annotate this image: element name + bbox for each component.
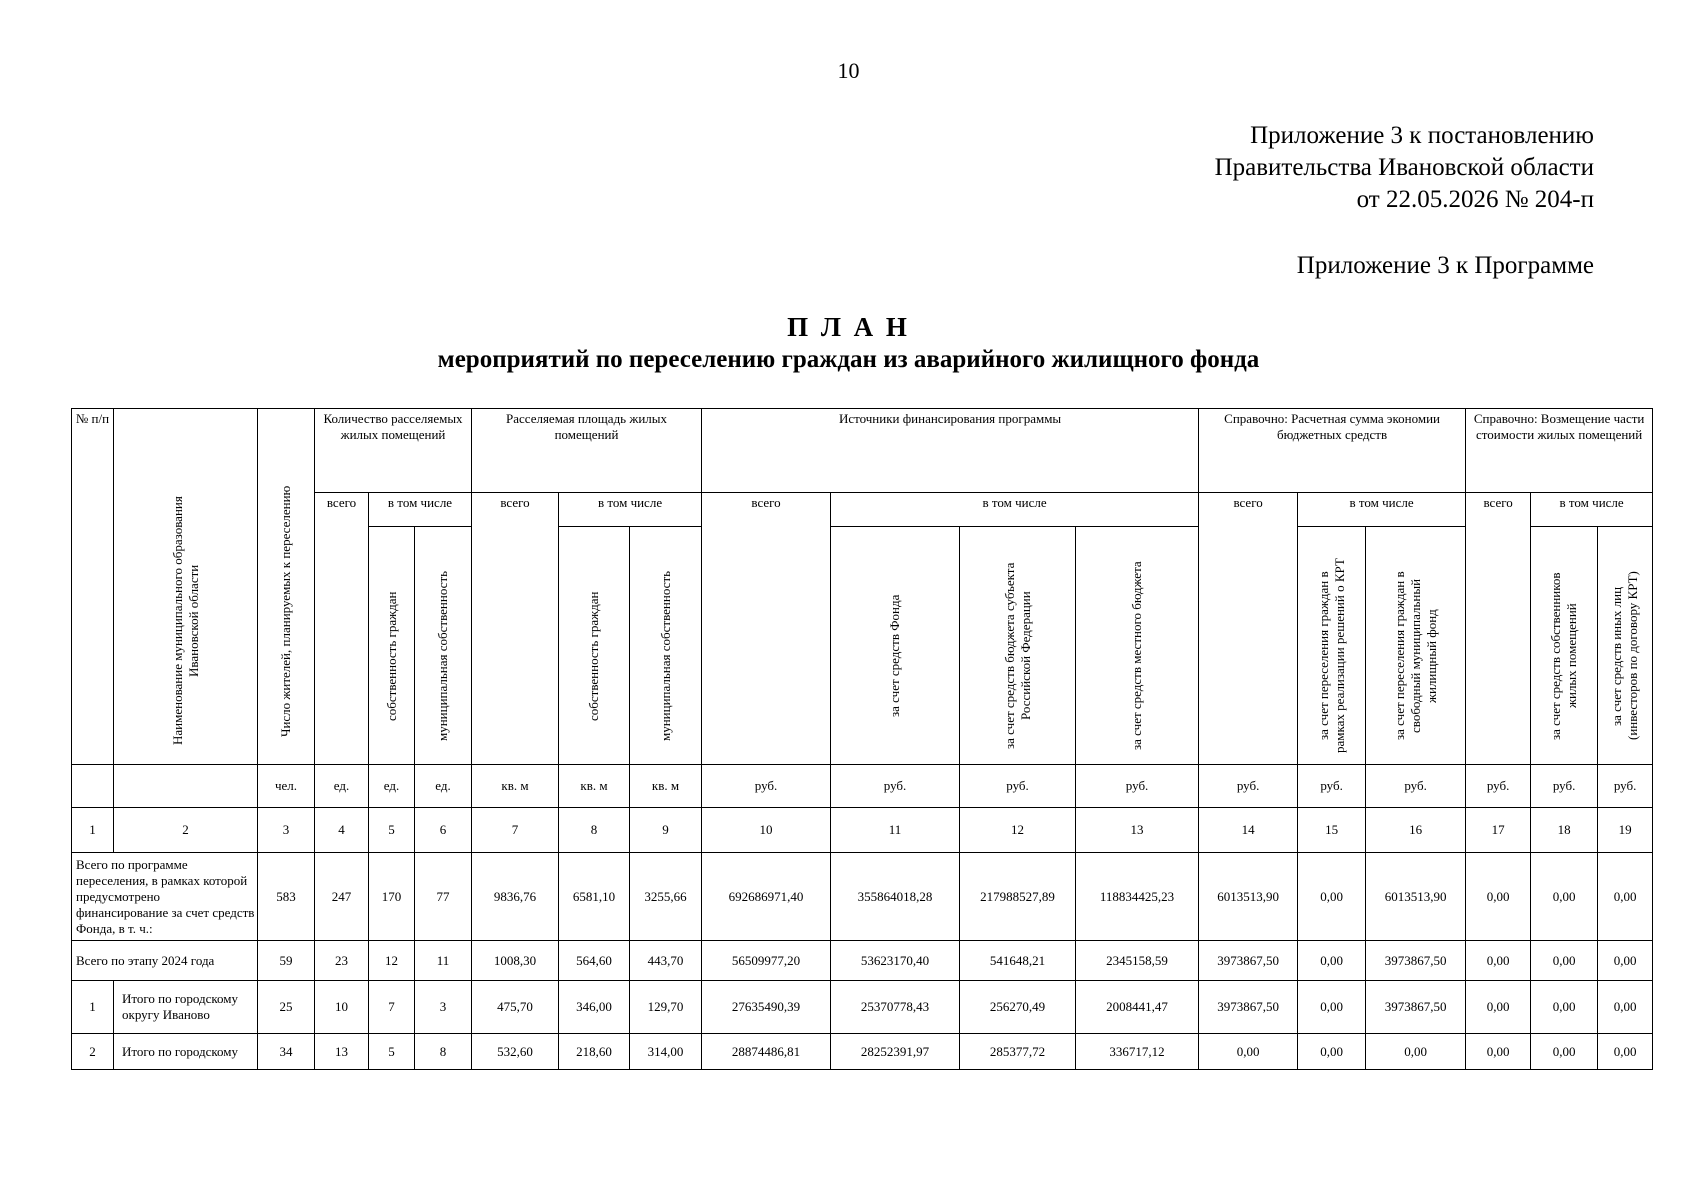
- column-number: 6: [415, 808, 472, 853]
- table-cell: 443,70: [630, 941, 702, 981]
- appendix-program-line: Приложение 3 к Программе: [1296, 252, 1594, 279]
- header-area-including: в том числе: [559, 493, 702, 527]
- column-number: 1: [72, 808, 114, 853]
- table-cell: 2345158,59: [1076, 941, 1199, 981]
- table-cell: 3973867,50: [1366, 981, 1466, 1034]
- header-free-fund: за счет переселения граждан в свободный муниципальный жилищный фонд: [1366, 527, 1466, 765]
- table-cell: 25370778,43: [831, 981, 960, 1034]
- table-cell: 3973867,50: [1199, 981, 1298, 1034]
- unit-cell: руб.: [1466, 765, 1531, 808]
- unit-cell: руб.: [1598, 765, 1653, 808]
- header-municipality: [114, 409, 258, 765]
- table-cell: 77: [415, 853, 472, 941]
- table-cell: 53623170,40: [831, 941, 960, 981]
- table-cell: 0,00: [1598, 981, 1653, 1034]
- header-area-citizens: собственность граждан: [559, 527, 630, 765]
- header-financing-including: в том числе: [831, 493, 1199, 527]
- column-number: 4: [315, 808, 369, 853]
- table-cell: 0,00: [1199, 1034, 1298, 1070]
- table-cell: 6013513,90: [1199, 853, 1298, 941]
- table-cell: 5: [369, 1034, 415, 1070]
- table-cell: 0,00: [1531, 941, 1598, 981]
- unit-cell: ед.: [415, 765, 472, 808]
- column-number: 3: [258, 808, 315, 853]
- table-cell: 0,00: [1598, 853, 1653, 941]
- column-number: 7: [472, 808, 559, 853]
- table-cell: 541648,21: [960, 941, 1076, 981]
- table-cell: 564,60: [559, 941, 630, 981]
- header-rooms-including: в том числе: [369, 493, 472, 527]
- table-cell: 3: [415, 981, 472, 1034]
- table-cell: 10: [315, 981, 369, 1034]
- table-cell: 0,00: [1598, 1034, 1653, 1070]
- table-cell: 0,00: [1366, 1034, 1466, 1070]
- table-cell: 1008,30: [472, 941, 559, 981]
- column-number: 12: [960, 808, 1076, 853]
- unit-cell: руб.: [831, 765, 960, 808]
- unit-cell: ед.: [369, 765, 415, 808]
- table-cell: 59: [258, 941, 315, 981]
- header-economy-including: в том числе: [1298, 493, 1466, 527]
- row-number: 1: [72, 981, 114, 1034]
- header-rooms-citizens: собственность граждан: [369, 527, 415, 765]
- column-number: 9: [630, 808, 702, 853]
- table-cell: 6581,10: [559, 853, 630, 941]
- header-krt: за счет переселения граждан в рамках реализации решений о КРТ: [1298, 527, 1366, 765]
- header-compensation-including: в том числе: [1531, 493, 1653, 527]
- table-cell: 25: [258, 981, 315, 1034]
- unit-cell: кв. м: [630, 765, 702, 808]
- header-num: № п/п: [72, 409, 114, 765]
- header-economy: Справочно: Расчетная сумма экономии бюджетных средств: [1199, 409, 1466, 493]
- table-cell: 28252391,97: [831, 1034, 960, 1070]
- header-financing-total: всего: [702, 493, 831, 765]
- row-label: Всего по программе переселения, в рамках которой предусмотрено финансирование за счет средств Фонда, в т. ч.:: [72, 853, 258, 941]
- appendix-block: [1215, 120, 1594, 216]
- table-cell: 27635490,39: [702, 981, 831, 1034]
- unit-cell: руб.: [1076, 765, 1199, 808]
- table-cell: 314,00: [630, 1034, 702, 1070]
- table-row-program-total: [72, 853, 1653, 941]
- table-cell: 218,60: [559, 1034, 630, 1070]
- table-row-municipality-2: [72, 1034, 1653, 1070]
- table-cell: 129,70: [630, 981, 702, 1034]
- table-cell: 6013513,90: [1366, 853, 1466, 941]
- table-cell: 346,00: [559, 981, 630, 1034]
- header-area-municipal: муниципальная собственность: [630, 527, 702, 765]
- table-cell: 336717,12: [1076, 1034, 1199, 1070]
- table-cell: 0,00: [1466, 981, 1531, 1034]
- table-cell: 0,00: [1298, 1034, 1366, 1070]
- table-cell: 247: [315, 853, 369, 941]
- table-cell: 0,00: [1466, 1034, 1531, 1070]
- row-label: Итого по городскому округу Иваново: [114, 981, 258, 1034]
- table-cell: 9836,76: [472, 853, 559, 941]
- table-cell: 13: [315, 1034, 369, 1070]
- units-row: [72, 765, 1653, 808]
- table-cell: 0,00: [1466, 941, 1531, 981]
- row-label: Всего по этапу 2024 года: [72, 941, 258, 981]
- header-local-budget: за счет средств местного бюджета: [1076, 527, 1199, 765]
- table-cell: 692686971,40: [702, 853, 831, 941]
- header-compensation: Справочно: Возмещение части стоимости жилых помещений: [1466, 409, 1653, 493]
- appendix-line-1: Приложение 3 к постановлению: [1250, 122, 1594, 149]
- appendix-line-2: Правительства Ивановской области: [1214, 154, 1594, 181]
- column-number: 14: [1199, 808, 1298, 853]
- table-row-stage-2024: [72, 941, 1653, 981]
- table-cell: 217988527,89: [960, 853, 1076, 941]
- header-rooms-municipal: муниципальная собственность: [415, 527, 472, 765]
- header-municipality-text: Наименование муниципального образования Ивановской области: [169, 496, 201, 746]
- table-cell: 0,00: [1598, 941, 1653, 981]
- table-cell: 56509977,20: [702, 941, 831, 981]
- table-cell: 256270,49: [960, 981, 1076, 1034]
- column-number: 19: [1598, 808, 1653, 853]
- appendix-line-3: от 22.05.2026 № 204-п: [1356, 186, 1594, 213]
- header-rooms-total: всего: [315, 493, 369, 765]
- table-cell: 0,00: [1298, 853, 1366, 941]
- header-owners: за счет средств собственников жилых помещений: [1531, 527, 1598, 765]
- column-number: 2: [114, 808, 258, 853]
- column-number: 18: [1531, 808, 1598, 853]
- resettlement-plan-table: [71, 408, 1653, 1070]
- table-cell: 3973867,50: [1199, 941, 1298, 981]
- document-title: П Л А Н: [787, 312, 910, 342]
- table-cell: 7: [369, 981, 415, 1034]
- table-cell: 118834425,23: [1076, 853, 1199, 941]
- table-cell: 0,00: [1531, 853, 1598, 941]
- unit-cell: чел.: [258, 765, 315, 808]
- column-number: 13: [1076, 808, 1199, 853]
- table-cell: 3973867,50: [1366, 941, 1466, 981]
- column-number: 15: [1298, 808, 1366, 853]
- header-compensation-total: всего: [1466, 493, 1531, 765]
- column-number: 11: [831, 808, 960, 853]
- unit-cell: руб.: [702, 765, 831, 808]
- table-cell: 23: [315, 941, 369, 981]
- row-label: Итого по городскому: [114, 1034, 258, 1070]
- column-number: 17: [1466, 808, 1531, 853]
- table-cell: 2008441,47: [1076, 981, 1199, 1034]
- header-investors: за счет средств иных лиц (инвесторов по договору КРТ): [1598, 527, 1653, 765]
- table-cell: 532,60: [472, 1034, 559, 1070]
- table-cell: 0,00: [1531, 1034, 1598, 1070]
- row-number: 2: [72, 1034, 114, 1070]
- table-cell: 583: [258, 853, 315, 941]
- column-number: 10: [702, 808, 831, 853]
- table-cell: 11: [415, 941, 472, 981]
- page-number: 10: [837, 58, 860, 83]
- unit-cell: кв. м: [472, 765, 559, 808]
- table-cell: 0,00: [1531, 981, 1598, 1034]
- column-number: 5: [369, 808, 415, 853]
- table-cell: 8: [415, 1034, 472, 1070]
- table-cell: 34: [258, 1034, 315, 1070]
- unit-cell: руб.: [1366, 765, 1466, 808]
- header-area-total: всего: [472, 493, 559, 765]
- table-cell: 0,00: [1466, 853, 1531, 941]
- table-row-ivanovo: [72, 981, 1653, 1034]
- table-cell: 285377,72: [960, 1034, 1076, 1070]
- unit-cell: ед.: [315, 765, 369, 808]
- header-regional-budget: за счет средств бюджета субъекта Российской Федерации: [960, 527, 1076, 765]
- column-number: 16: [1366, 808, 1466, 853]
- table-cell: 28874486,81: [702, 1034, 831, 1070]
- unit-cell: руб.: [960, 765, 1076, 808]
- column-number: 8: [559, 808, 630, 853]
- header-fund: за счет средств Фонда: [831, 527, 960, 765]
- table-cell: 170: [369, 853, 415, 941]
- document-subtitle: мероприятий по переселению граждан из аварийного жилищного фонда: [437, 346, 1260, 373]
- header-residents: [258, 409, 315, 765]
- unit-cell: руб.: [1199, 765, 1298, 808]
- table-cell: 475,70: [472, 981, 559, 1034]
- unit-cell: кв. м: [559, 765, 630, 808]
- table-cell: 0,00: [1298, 941, 1366, 981]
- table-cell: 12: [369, 941, 415, 981]
- unit-cell: руб.: [1298, 765, 1366, 808]
- column-numbers-row: [72, 808, 1653, 853]
- table-cell: 3255,66: [630, 853, 702, 941]
- header-financing: Источники финансирования программы: [702, 409, 1199, 493]
- header-economy-total: всего: [1199, 493, 1298, 765]
- unit-cell: руб.: [1531, 765, 1598, 808]
- table-cell: 0,00: [1298, 981, 1366, 1034]
- header-row-1: [72, 409, 1653, 493]
- header-area: Расселяемая площадь жилых помещений: [472, 409, 702, 493]
- header-rooms-count: Количество расселяемых жилых помещений: [315, 409, 472, 493]
- header-residents-text: Число жителей, планируемых к переселению: [278, 485, 293, 737]
- table-cell: 355864018,28: [831, 853, 960, 941]
